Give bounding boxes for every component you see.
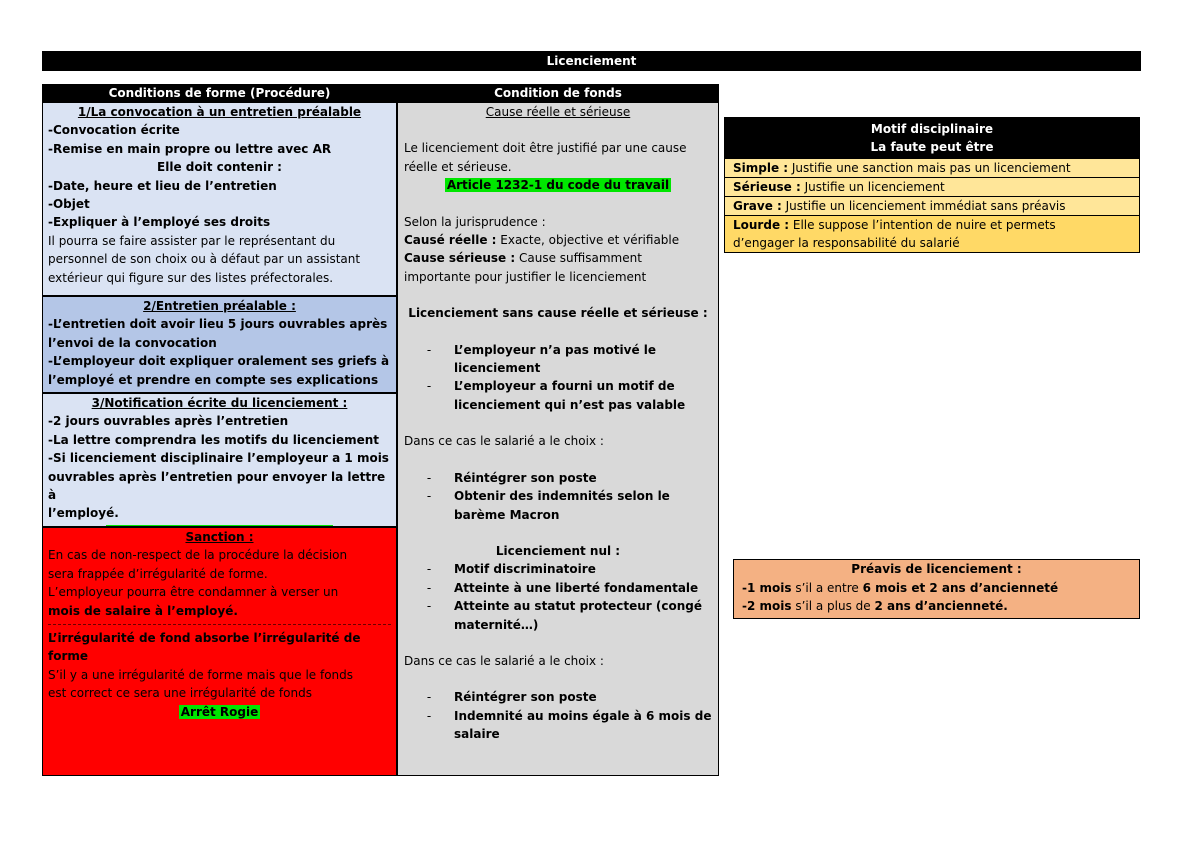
choix1-list	[404, 469, 712, 524]
cause-serieuse-label: Cause sérieuse :	[404, 251, 516, 266]
motif-row-serieuse	[724, 178, 1140, 197]
nul-heading: Licenciement nul :	[495, 543, 621, 558]
dash-bullet	[404, 396, 454, 414]
section1-line: Il pourra se faire assister par le représentant du	[48, 233, 336, 248]
dash-bullet: -	[426, 708, 432, 723]
list-item	[404, 560, 712, 578]
section3-line: -Si licenciement disciplinaire l’employeur a 1 mois	[48, 451, 389, 466]
cause-serieuse-text: Cause suffisamment	[515, 251, 642, 266]
motif-table	[724, 117, 1140, 253]
fond-text: Selon la jurisprudence :	[404, 214, 546, 229]
preavis-text: s’il a entre	[791, 580, 863, 595]
dashed-separator	[48, 624, 391, 625]
motif-label: Grave :	[733, 199, 782, 213]
sanction-line: sera frappée d’irrégularité de forme.	[48, 566, 268, 581]
preavis-duration: -1 mois	[742, 580, 792, 595]
cause-reelle	[404, 231, 712, 249]
dash-bullet	[404, 359, 454, 377]
list-item-text: Atteinte au statut protecteur (congé	[454, 599, 702, 614]
motif-text: Justifie un licenciement immédiat sans préavis	[781, 199, 1066, 213]
fond-section	[397, 102, 719, 776]
section1-subheading: Elle doit contenir :	[157, 160, 282, 175]
fond-header: Condition de fonds	[397, 84, 719, 102]
list-item	[404, 688, 712, 706]
list-item	[404, 341, 712, 359]
dash-bullet: -	[426, 470, 432, 485]
article-1232-1: Article 1232-1 du code du travail	[446, 178, 670, 193]
preavis-text: s’il a plus de	[791, 599, 875, 613]
preavis-condition: 2 ans d’ancienneté.	[874, 599, 1008, 613]
sans-cause-list	[404, 341, 712, 415]
dash-bullet: -	[426, 562, 432, 577]
list-item-text: L’employeur n’a pas motivé le	[454, 342, 657, 357]
preavis-title: Préavis de licenciement :	[851, 562, 1022, 576]
section2-line: -L’entretien doit avoir lieu 5 jours ouvrables après	[48, 317, 388, 332]
cause-reelle-label: Causé réelle :	[404, 233, 497, 248]
dash-bullet: -	[426, 379, 432, 394]
list-item-text: maternité…)	[454, 617, 539, 632]
forme-section-entretien	[42, 296, 397, 393]
list-item-text: Réintégrer son poste	[454, 690, 597, 705]
arret-rogie: Arrêt Rogie	[180, 704, 259, 719]
list-item-text: licenciement qui n’est pas valable	[454, 397, 686, 412]
fond-text: importante pour justifier le licenciement	[404, 269, 647, 284]
list-item-text: Obtenir des indemnités selon le	[454, 489, 670, 504]
page-title: Licenciement	[42, 51, 1141, 71]
fond-heading: Cause réelle et sérieuse	[485, 105, 631, 119]
motif-text: d’engager la responsabilité du salarié	[733, 236, 960, 250]
sanction-line: mois de salaire à l’employé.	[48, 603, 238, 618]
nul-list	[404, 560, 712, 634]
section3-line: -2 jours ouvrables après l’entretien	[48, 414, 289, 429]
section3-line: -La lettre comprendra les motifs du licenciement	[48, 432, 380, 447]
dash-bullet: -	[426, 690, 432, 705]
cause-serieuse	[404, 249, 712, 267]
sanction-line: forme	[48, 649, 89, 664]
sanction-line: En cas de non-respect de la procédure la décision	[48, 548, 348, 563]
motif-title: Motif disciplinaire	[870, 122, 994, 136]
list-item	[404, 359, 712, 377]
dash-bullet: -	[426, 580, 432, 595]
forme-section-notification	[42, 393, 397, 527]
list-item-text: salaire	[454, 727, 500, 742]
fond-text: Le licenciement doit être justifié par une cause	[404, 141, 687, 156]
sanction-heading: Sanction :	[185, 530, 254, 544]
list-item	[404, 469, 712, 487]
motif-label: Lourde :	[733, 218, 790, 232]
section2-heading: 2/Entretien préalable :	[143, 299, 296, 313]
preavis-line-2	[742, 597, 1131, 616]
list-item	[404, 597, 712, 615]
list-item	[404, 616, 712, 634]
dash-bullet: -	[426, 342, 432, 357]
dash-bullet	[404, 616, 454, 634]
sanction-line: L’employeur pourra être condamner à verser un	[48, 585, 339, 600]
sans-cause-heading: Licenciement sans cause réelle et sérieuse :	[408, 306, 708, 321]
section1-line: -Objet	[48, 197, 90, 212]
forme-header: Conditions de forme (Procédure)	[42, 84, 397, 102]
section3-heading: 3/Notification écrite du licenciement :	[91, 396, 348, 410]
sanction-line: S’il y a une irrégularité de forme mais que le fonds	[48, 667, 354, 682]
dash-bullet	[404, 506, 454, 524]
section3-line: ouvrables après l’entretien pour envoyer la lettre à	[48, 469, 386, 503]
motif-label: Simple :	[733, 161, 789, 175]
section1-line: -Remise en main propre ou lettre avec AR	[48, 141, 332, 156]
motif-header	[724, 117, 1140, 159]
list-item-text: barème Macron	[454, 507, 560, 522]
fond-text: réelle et sérieuse.	[404, 159, 512, 174]
preavis-line-1	[742, 579, 1131, 598]
list-item	[404, 506, 712, 524]
dash-bullet: -	[426, 489, 432, 504]
forme-section-sanction	[42, 527, 397, 776]
section1-line: extérieur qui figure sur des listes préfectorales.	[48, 270, 334, 285]
dash-bullet: -	[426, 599, 432, 614]
section1-line: -Convocation écrite	[48, 123, 180, 138]
choix-text: Dans ce cas le salarié a le choix :	[404, 653, 604, 668]
section2-line: l’envoi de la convocation	[48, 335, 217, 350]
preavis-condition: 6 mois et 2 ans d’ancienneté	[862, 580, 1059, 595]
sanction-line: L’irrégularité de fond absorbe l’irrégularité de	[48, 631, 361, 646]
section1-line: -Expliquer à l’employé ses droits	[48, 215, 271, 230]
list-item-text: Atteinte à une liberté fondamentale	[454, 580, 699, 595]
list-item-text: Motif discriminatoire	[454, 562, 596, 577]
choix-text: Dans ce cas le salarié a le choix :	[404, 434, 604, 449]
motif-row-simple	[724, 159, 1140, 178]
section2-line: -L’employeur doit expliquer oralement ses griefs à	[48, 354, 390, 369]
cause-reelle-text: Exacte, objective et vérifiable	[496, 233, 680, 248]
preavis-duration: -2 mois	[742, 599, 792, 613]
section3-line: l’employé.	[48, 506, 119, 521]
dash-bullet	[404, 725, 454, 743]
motif-subtitle: La faute peut être	[870, 140, 994, 154]
list-item	[404, 579, 712, 597]
list-item-text: L’employeur a fourni un motif de	[454, 379, 675, 394]
list-item	[404, 396, 712, 414]
motif-row-grave	[724, 197, 1140, 216]
section1-line: personnel de son choix ou à défaut par un assistant	[48, 252, 361, 267]
choix2-list	[404, 688, 712, 743]
motif-text: Justifie un licenciement	[800, 180, 945, 194]
list-item-text: licenciement	[454, 361, 541, 376]
motif-text: Elle suppose l’intention de nuire et permets	[789, 218, 1056, 232]
list-item	[404, 725, 712, 743]
forme-section-convocation	[42, 102, 397, 296]
section1-heading: 1/La convocation à un entretien préalable	[77, 105, 362, 119]
preavis-box	[733, 559, 1140, 619]
list-item	[404, 487, 712, 505]
motif-row-lourde	[724, 216, 1140, 253]
list-item-text: Réintégrer son poste	[454, 470, 597, 485]
section2-line: l’employé et prendre en compte ses explications	[48, 372, 379, 387]
sanction-line: est correct ce sera une irrégularité de fonds	[48, 686, 312, 701]
list-item	[404, 377, 712, 395]
motif-label: Sérieuse :	[733, 180, 801, 194]
section1-line: -Date, heure et lieu de l’entretien	[48, 178, 277, 193]
list-item	[404, 707, 712, 725]
list-item-text: Indemnité au moins égale à 6 mois de	[454, 708, 712, 723]
motif-text: Justifie une sanction mais pas un licenciement	[788, 161, 1071, 175]
